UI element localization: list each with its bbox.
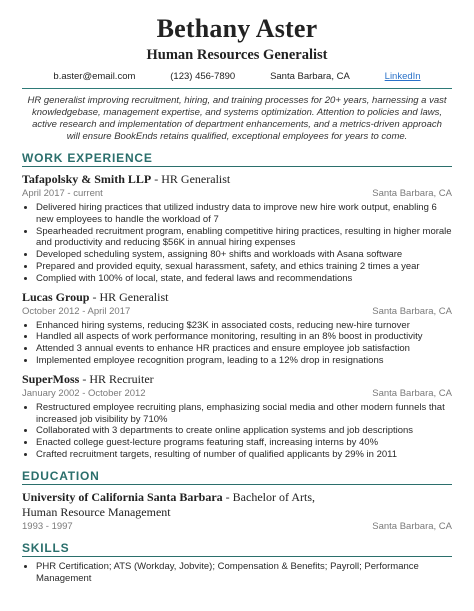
company-name: SuperMoss xyxy=(22,371,80,386)
job-header xyxy=(22,290,452,305)
bullet-item: • Enhanced hiring systems, reducing $23K in associated costs, reducing new-hire turnover xyxy=(36,320,452,332)
bullet-item: • Crafted recruitment targets, resulting of number of qualified applicants by 29% in 2011 xyxy=(36,449,452,461)
job-meta xyxy=(22,188,452,200)
bullet-item: • Attended 3 annual events to enhance HR practices and ensure employee job satisfaction xyxy=(36,343,452,355)
location-text: Santa Barbara, CA xyxy=(270,71,350,82)
job-entry xyxy=(22,372,452,461)
section-divider xyxy=(22,556,452,557)
section-divider xyxy=(22,484,452,485)
job-meta xyxy=(22,388,452,400)
company-name: Lucas Group xyxy=(22,289,90,304)
work-experience-heading: WORK EXPERIENCE xyxy=(22,151,153,165)
education-heading: EDUCATION xyxy=(22,468,100,483)
skills-heading: SKILLS xyxy=(22,540,70,555)
email-text: b.aster@email.com xyxy=(53,71,136,82)
job-bullets xyxy=(22,320,452,367)
job-role: HR Generalist xyxy=(161,172,231,186)
job-role: HR Generalist xyxy=(99,289,169,304)
skill-item: • PHR Certification; ATS (Workday, Jobvite); Compensation & Benefits; Payroll; Performance Management xyxy=(36,561,452,585)
school-name: University of California Santa Barbara xyxy=(22,489,223,504)
company-name: Tafapolsky & Smith LLP xyxy=(22,172,152,186)
education-section xyxy=(22,469,452,533)
skills-list xyxy=(22,561,452,585)
job-header xyxy=(22,372,452,387)
bullet-item: • Collaborated with 3 departments to create online application systems and job descriptions xyxy=(36,425,452,437)
bullet-item: • Enacted college guest-lecture programs featuring staff, increasing interns by 40% xyxy=(36,437,452,449)
degree-text: Bachelor of Arts, xyxy=(232,489,315,504)
job-separator: - xyxy=(79,371,90,386)
candidate-name: Bethany Aster xyxy=(156,14,318,43)
job-entry xyxy=(22,290,452,367)
job-dates: October 2012 - April 2017 xyxy=(22,305,131,317)
section-divider xyxy=(22,166,452,167)
education-meta xyxy=(22,521,452,533)
bullet-item: • Implemented employee recognition program, leading to a 12% drop in resignations xyxy=(36,355,452,367)
contact-bar xyxy=(22,70,452,83)
education-header xyxy=(22,490,452,520)
bullet-item: • Spearheaded recruitment program, enabling competitive hiring practices, resulting in higher morale and productivity and reducing $56K in annual hiring expenses xyxy=(36,226,452,250)
job-dates: January 2002 - October 2012 xyxy=(22,387,146,399)
education-location: Santa Barbara, CA xyxy=(372,520,452,532)
job-entry xyxy=(22,172,452,285)
work-experience-section xyxy=(22,151,452,461)
job-location: Santa Barbara, CA xyxy=(372,305,452,317)
degree-field: Human Resource Management xyxy=(22,504,171,519)
phone-text: (123) 456-7890 xyxy=(170,71,236,82)
bullet-item: • Prepared and provided equity, sexual harassment, safety, and ethics training 2 times a year xyxy=(36,261,452,273)
bullet-item: • Developed scheduling system, assigning 80+ shifts and workloads with Asana software xyxy=(36,249,452,261)
skills-section xyxy=(22,541,452,585)
summary-paragraph: HR generalist improving recruitment, hiring, and training processes for 20+ years, harnessing a vast knowledgebase, management expertise, and systems optimization. Attention to policies and laws, active research and implementation of department enhancements, and a metrics-driven approach will ensure BookEnds retains qualified, exceptional employees for years to come. xyxy=(27,95,447,142)
job-bullets xyxy=(22,202,452,285)
bullet-item: • Complied with 100% of local, state, and federal laws and recommendations xyxy=(36,273,452,285)
job-separator: - xyxy=(89,289,100,304)
job-separator: - xyxy=(151,172,162,186)
header-divider xyxy=(22,88,452,89)
candidate-title: Human Resources Generalist xyxy=(146,47,328,63)
bullet-item: • Handled all aspects of work performance monitoring, resulting in an 8% boost in productivity xyxy=(36,331,452,343)
job-meta xyxy=(22,306,452,318)
job-bullets xyxy=(22,402,452,461)
linkedin-link[interactable]: LinkedIn xyxy=(384,71,421,82)
job-dates: April 2017 - current xyxy=(22,188,103,199)
job-location: Santa Barbara, CA xyxy=(372,387,452,399)
job-header xyxy=(22,172,452,187)
bullet-item: • Delivered hiring practices that utilized industry data to improve new hire work output, enabling 6 new employees to handle the workload of 7 xyxy=(36,202,452,226)
bullet-item: • Restructured employee recruiting plans, emphasizing social media and other modern funnels that increased job visibility by 710% xyxy=(36,402,452,426)
job-role: HR Recruiter xyxy=(89,371,154,386)
education-separator: - xyxy=(222,489,233,504)
job-location: Santa Barbara, CA xyxy=(372,188,452,199)
education-dates: 1993 - 1997 xyxy=(22,520,73,532)
